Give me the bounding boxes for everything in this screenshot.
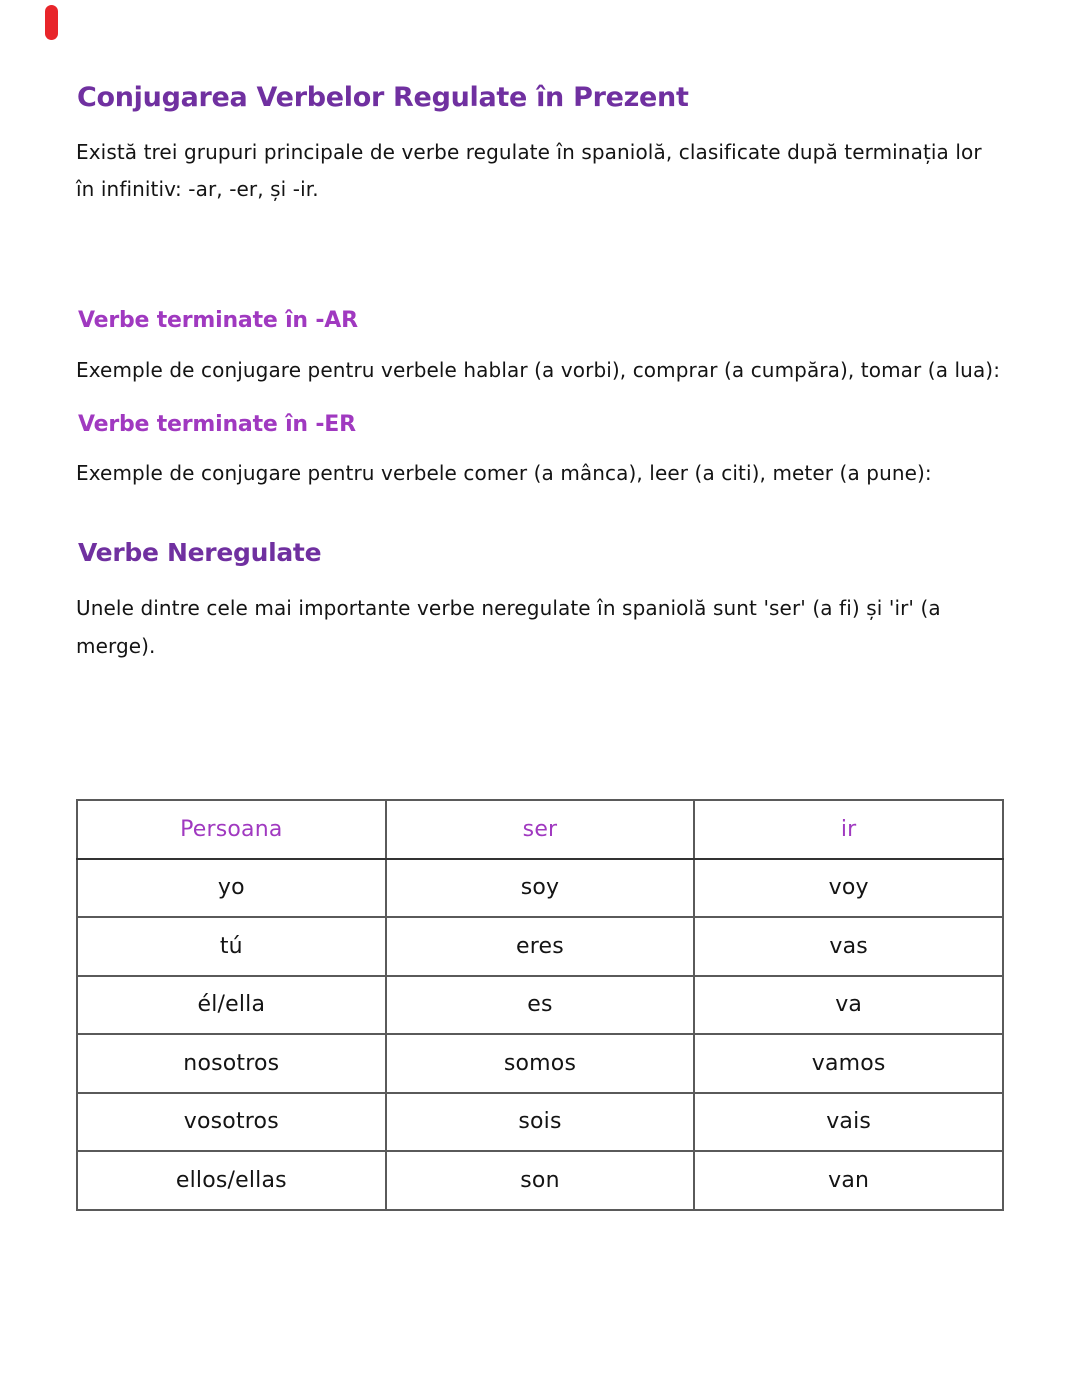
cell-ir: vas <box>694 917 1003 976</box>
cell-person: él/ella <box>77 976 386 1035</box>
cell-person: yo <box>77 859 386 918</box>
section-body-er: Exemple de conjugare pentru verbele comer (a mânca), leer (a citi), meter (a pune): <box>76 461 932 485</box>
cell-ir: va <box>694 976 1003 1035</box>
irregular-line-2: merge). <box>76 634 156 658</box>
column-header-persoana: Persoana <box>77 800 386 859</box>
conjugation-table <box>76 799 1004 1211</box>
table-row <box>77 976 1003 1035</box>
cell-ir: voy <box>694 859 1003 918</box>
section-body-ar: Exemple de conjugare pentru verbele hablar (a vorbi), comprar (a cumpăra), tomar (a lua): <box>76 358 1001 382</box>
cell-ser: soy <box>386 859 695 918</box>
cell-ser: somos <box>386 1034 695 1093</box>
cell-person: ellos/ellas <box>77 1151 386 1210</box>
table-row <box>77 1151 1003 1210</box>
cell-ser: sois <box>386 1093 695 1152</box>
section-body-irregular <box>76 589 941 665</box>
intro-line-1: Există trei grupuri principale de verbe regulate în spaniolă, clasificate după terminația lor <box>76 140 982 164</box>
cell-ir: vais <box>694 1093 1003 1152</box>
intro-line-2: în infinitiv: -ar, -er, și -ir. <box>76 177 319 201</box>
table-header-row <box>77 800 1003 859</box>
cell-person: vosotros <box>77 1093 386 1152</box>
cell-ser: es <box>386 976 695 1035</box>
column-header-ser: ser <box>386 800 695 859</box>
cell-ser: eres <box>386 917 695 976</box>
page-title: Conjugarea Verbelor Regulate în Prezent <box>77 82 689 113</box>
cell-ser: son <box>386 1151 695 1210</box>
column-header-ir: ir <box>694 800 1003 859</box>
cell-person: nosotros <box>77 1034 386 1093</box>
table-row <box>77 1093 1003 1152</box>
table-row <box>77 859 1003 918</box>
red-cursor-marker <box>45 5 58 40</box>
cell-person: tú <box>77 917 386 976</box>
intro-paragraph <box>76 134 982 208</box>
section-heading-er: Verbe terminate în -ER <box>78 412 356 437</box>
irregular-line-1: Unele dintre cele mai importante verbe neregulate în spaniolă sunt 'ser' (a fi) și 'ir' (a <box>76 596 941 620</box>
section-heading-irregular: Verbe Neregulate <box>78 538 322 567</box>
cell-ir: vamos <box>694 1034 1003 1093</box>
cell-ir: van <box>694 1151 1003 1210</box>
table-row <box>77 917 1003 976</box>
table-row <box>77 1034 1003 1093</box>
section-heading-ar: Verbe terminate în -AR <box>78 308 358 333</box>
